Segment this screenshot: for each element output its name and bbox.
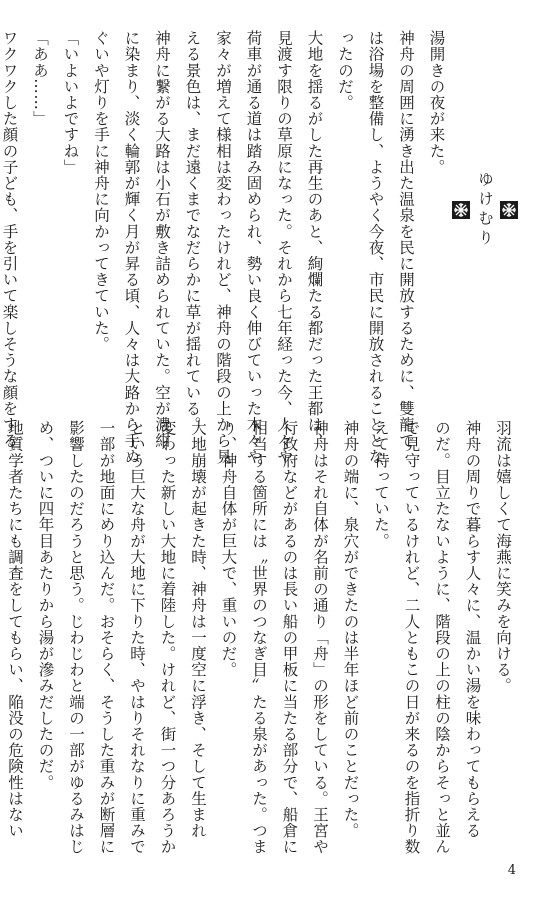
- text-column: 神舟に繋がる大路は小石が敷き詰められていた。空が濃紺: [153, 30, 171, 449]
- text-column: で見守っているけれど、二人ともこの日が来るのを指折り数: [402, 420, 421, 855]
- text-column: め、ついに四年目あたりから湯が滲みだしたのだ。: [36, 420, 55, 791]
- text-column: 湯開きの夜が来た。: [427, 30, 446, 175]
- text-column: 荷車が通る道は踏み固められ、勢い良く伸びていった木々や: [244, 30, 263, 465]
- text-column: 神舟の周りで暮らす人々に、温かい湯を味わってもらえる: [463, 420, 482, 839]
- text-column: ったのだ。: [336, 30, 354, 111]
- text-column: えて待っていた。: [372, 420, 390, 549]
- text-column: 大地崩壊が起きた時、神舟は一度空に浮き、そして生まれ: [189, 420, 207, 839]
- text-column: ぐいや灯りを手に神舟に向かってきていた。: [92, 30, 110, 352]
- text-column: 神舟はそれ自体が名前の通り「舟」の形をしている。王宮や: [311, 420, 329, 855]
- snowflake-crest-icon: [452, 201, 470, 219]
- snowflake-crest-icon: [500, 201, 518, 219]
- text-column: 「ああ……」: [31, 30, 49, 127]
- chapter-heading: [452, 30, 519, 390]
- text-column: は浴場を整備し、ようやく今夜、市民に開放されることとな: [366, 30, 385, 465]
- text-column: という巨大な舟が大地に下りた時、やはりそれなりに重みで: [128, 420, 146, 855]
- text-column: り、神舟自体が巨大で、重いのだ。: [219, 420, 238, 678]
- chapter-title: ゆけむり: [476, 171, 494, 249]
- text-column: 影響したのだろうと思う。じわじわと端の一部がゆるみはじ: [67, 420, 85, 855]
- text-column: 大地を揺るがした再生のあと、絢爛たる都だった王都は、: [305, 30, 324, 449]
- text-column: 一部が地面にめり込んだ。おそらく、そうした重みが断層に: [97, 420, 116, 855]
- text-column: のだ。目立たないように、階段の上の柱の陰からそっと並ん: [433, 420, 451, 855]
- text-column: ワクワクした顔の子ども、手を引いて楽しそうな顔をする: [0, 30, 19, 449]
- text-column: 羽流は嬉しくて海燕に笑みを向ける。: [494, 420, 512, 694]
- text-column: 見渡す限りの草原になった。それから七年経った今、人々や: [275, 30, 293, 465]
- text-column: 地質学者たちにも調査をしてもらい、陥没の危険性はない: [6, 420, 24, 839]
- text-column: 家々が増えて様相は変わったけれど、神舟の階段の上から見: [214, 30, 232, 465]
- text-block-top: [0, 30, 518, 465]
- text-column: える景色は、まだ遠くまでなだらかに草が揺れている。: [183, 30, 202, 433]
- text-column: に染まり、淡く輪郭が輝く月が昇る頃、人々は大路から手ぬ: [122, 30, 141, 465]
- text-column: 相当する箇所には〝世界のつなぎ目〟たる泉があった。つま: [250, 420, 268, 855]
- text-column: 変わった新しい大地に着陸した。けれど、街一つ分あろうか: [158, 420, 177, 855]
- text-column: 行政府などがあるのは長い船の甲板に当たる部分で、船倉に: [280, 420, 299, 855]
- text-column: 「いよいよですね」: [61, 30, 80, 175]
- page-number: 4: [507, 863, 516, 878]
- text-block-bottom: [0, 420, 518, 855]
- text-column: 神舟の周囲に湧き出た温泉を民に開放するために、雙龍で: [397, 30, 415, 449]
- text-column: 神舟の端に、泉穴ができたのは半年ほど前のことだった。: [341, 420, 360, 839]
